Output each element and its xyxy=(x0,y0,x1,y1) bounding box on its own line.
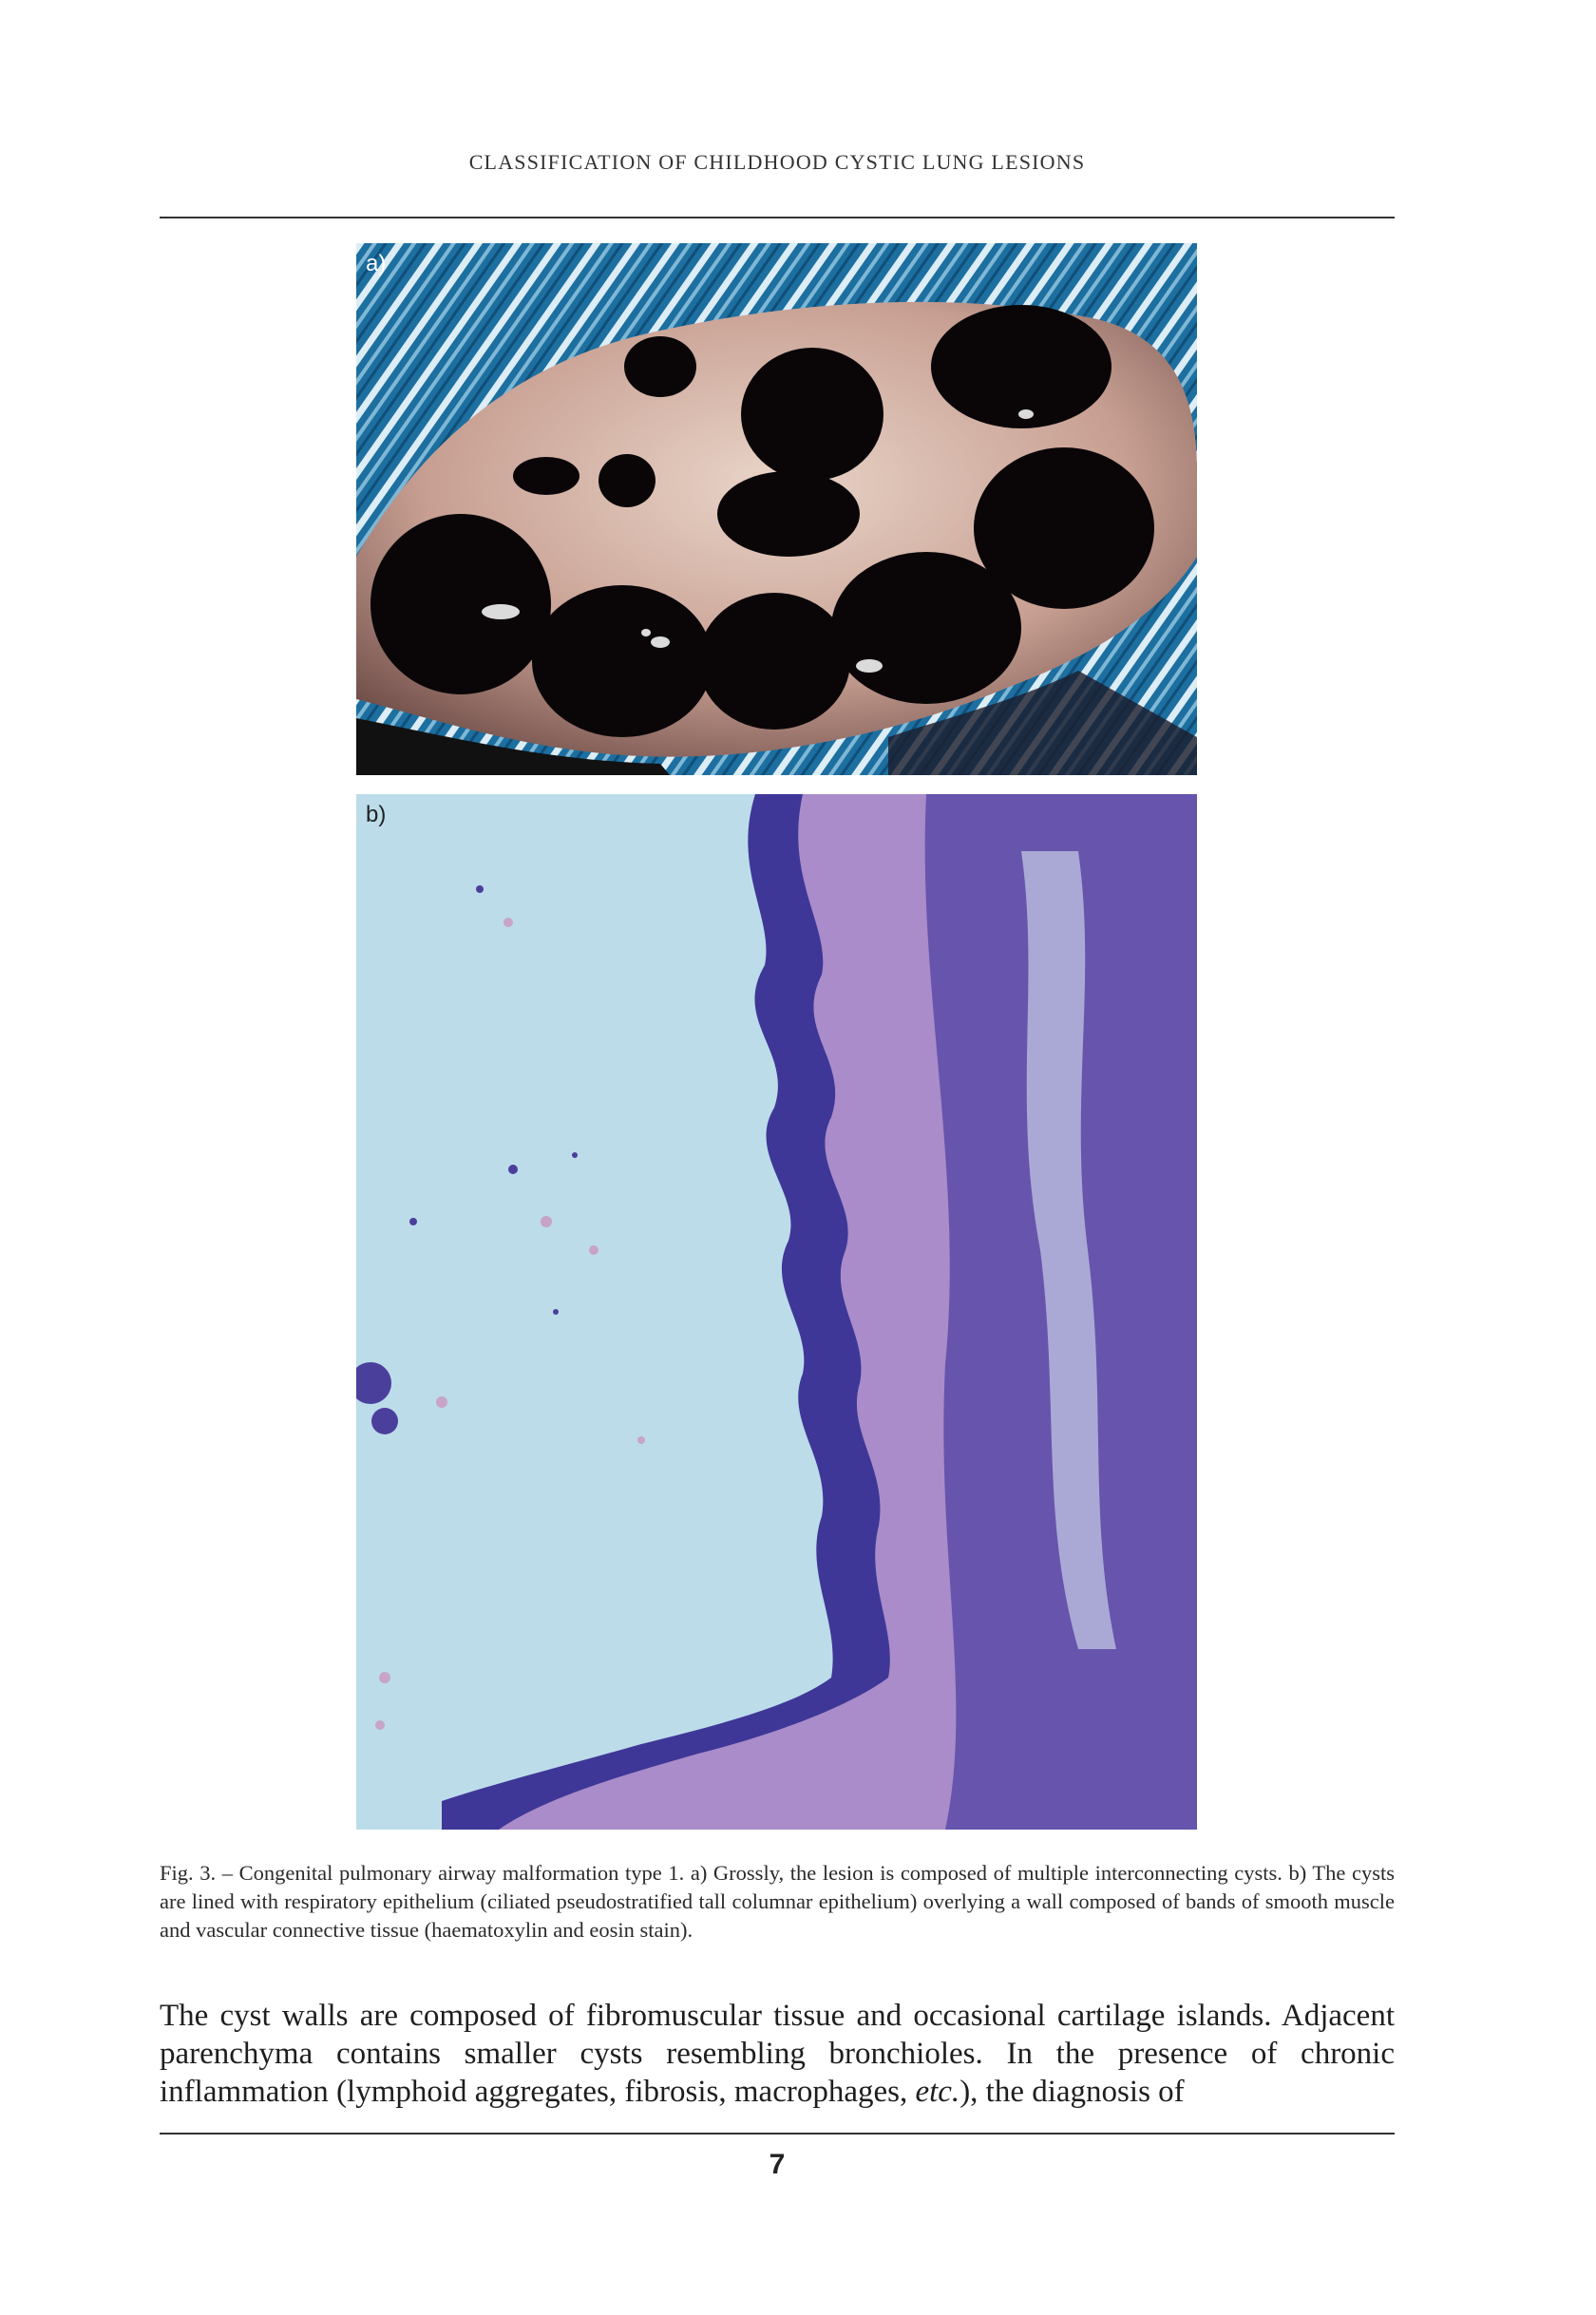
footer-rule xyxy=(160,2133,1395,2135)
body-text-part-1: The cyst walls are composed of fibromuscular tissue and occasional cartilage islands. Adjacent parenchyma contains smaller cysts resembling bronchioles. In the presence of chronic inflammation (lymphoid aggregates, fibrosis, macrophages, xyxy=(160,1999,1395,2109)
figure-panel-b-histology xyxy=(356,794,1197,1830)
body-text-part-2: ), the diagnosis of xyxy=(960,2075,1185,2109)
panel-a-label: a) xyxy=(366,251,387,276)
header-rule xyxy=(160,217,1395,218)
figure-panel-a-gross-photo xyxy=(356,243,1197,775)
histology-micrograph-image xyxy=(356,794,1197,1830)
gross-specimen-image xyxy=(356,243,1197,775)
page-number: 7 xyxy=(769,2149,786,2180)
running-head: CLASSIFICATION OF CHILDHOOD CYSTIC LUNG LESIONS xyxy=(468,150,1086,174)
body-text-italic: etc. xyxy=(915,2075,960,2109)
panel-b-label: b) xyxy=(366,802,387,827)
body-paragraph xyxy=(160,1997,1395,2111)
figure-caption: Fig. 3. – Congenital pulmonary airway malformation type 1. a) Grossly, the lesion is composed of multiple interconnecting cysts. b) The cysts are lined with respiratory epithelium (ciliated pseudostratified tall columnar epithelium) overlying a wall composed of bands of smooth muscle and vascular connective tissue (haematoxylin and eosin stain). xyxy=(160,1861,1395,1942)
